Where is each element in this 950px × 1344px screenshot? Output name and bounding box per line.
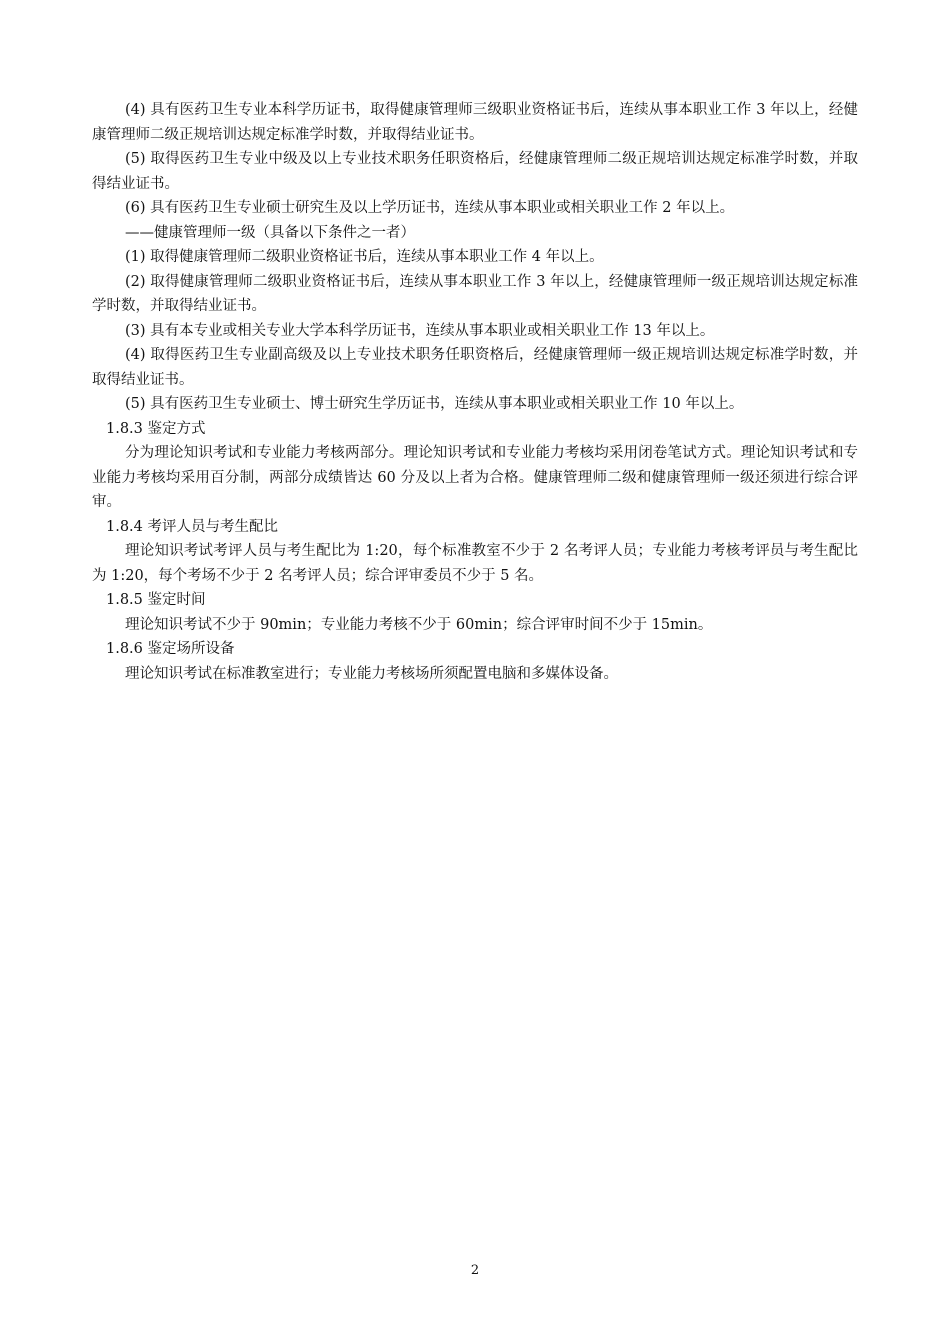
section-heading-1-8-5: 1.8.5 鉴定时间 [106, 592, 206, 608]
paragraph-level-one-condition-1: (1) 取得健康管理师二级职业资格证书后，连续从事本职业工作 4 年以上。 [125, 249, 604, 265]
paragraph-level-one-condition-3: (3) 具有本专业或相关专业大学本科学历证书，连续从事本职业或相关职业工作 13 年以上。 [125, 322, 715, 339]
section-heading-1-8-3: 1.8.3 鉴定方式 [106, 420, 206, 437]
document-body [92, 98, 858, 686]
paragraph-level-one-condition-4: (4) 取得医药卫生专业副高级及以上专业技术职务任职资格后，经健康管理师一级正规培训达规定标准学时数，并取得结业证书。 [92, 347, 858, 388]
paragraph-level-one-condition-5: (5) 具有医药卫生专业硕士、博士研究生学历证书，连续从事本职业或相关职业工作 10 年以上。 [125, 396, 744, 412]
paragraph-assessment-time: 理论知识考试不少于 90min；专业能力考核不少于 60min；综合评审时间不少于 15min。 [125, 616, 713, 633]
paragraph-level-one-header: ——健康管理师一级（具备以下条件之一者） [125, 224, 415, 241]
paragraph-condition-4: (4) 具有医药卫生专业本科学历证书，取得健康管理师三级职业资格证书后，连续从事本职业工作 3 年以上，经健康管理师二级正规培训达规定标准学时数，并取得结业证书。 [92, 102, 858, 143]
page-number: 2 [470, 1263, 480, 1278]
paragraph-condition-5: (5) 取得医药卫生专业中级及以上专业技术职务任职资格后，经健康管理师二级正规培训达规定标准学时数，并取得结业证书。 [92, 151, 858, 192]
paragraph-assessment-method: 分为理论知识考试和专业能力考核两部分。理论知识考试和专业能力考核均采用闭卷笔试方式。理论知识考试和专业能力考核均采用百分制，两部分成绩皆达 60 分及以上者为合格。健康管理师二级和健康管理师一级还须进行综合评审。 [92, 445, 858, 510]
section-heading-1-8-4: 1.8.4 考评人员与考生配比 [106, 518, 279, 535]
paragraph-condition-6: (6) 具有医药卫生专业硕士研究生及以上学历证书，连续从事本职业或相关职业工作 2 年以上。 [125, 200, 735, 216]
section-heading-1-8-6: 1.8.6 鉴定场所设备 [106, 641, 235, 657]
paragraph-examiner-ratio: 理论知识考试考评人员与考生配比为 1:20，每个标准教室不少于 2 名考评人员；专业能力考核考评员与考生配比为 1:20，每个考场不少于 2 名考评人员；综合评审委员不少于 5 名。 [92, 543, 858, 584]
paragraph-level-one-condition-2: (2) 取得健康管理师二级职业资格证书后，连续从事本职业工作 3 年以上，经健康管理师一级正规培训达规定标准学时数，并取得结业证书。 [92, 273, 858, 314]
paragraph-venue-equipment: 理论知识考试在标准教室进行；专业能力考核场所须配置电脑和多媒体设备。 [125, 665, 618, 682]
